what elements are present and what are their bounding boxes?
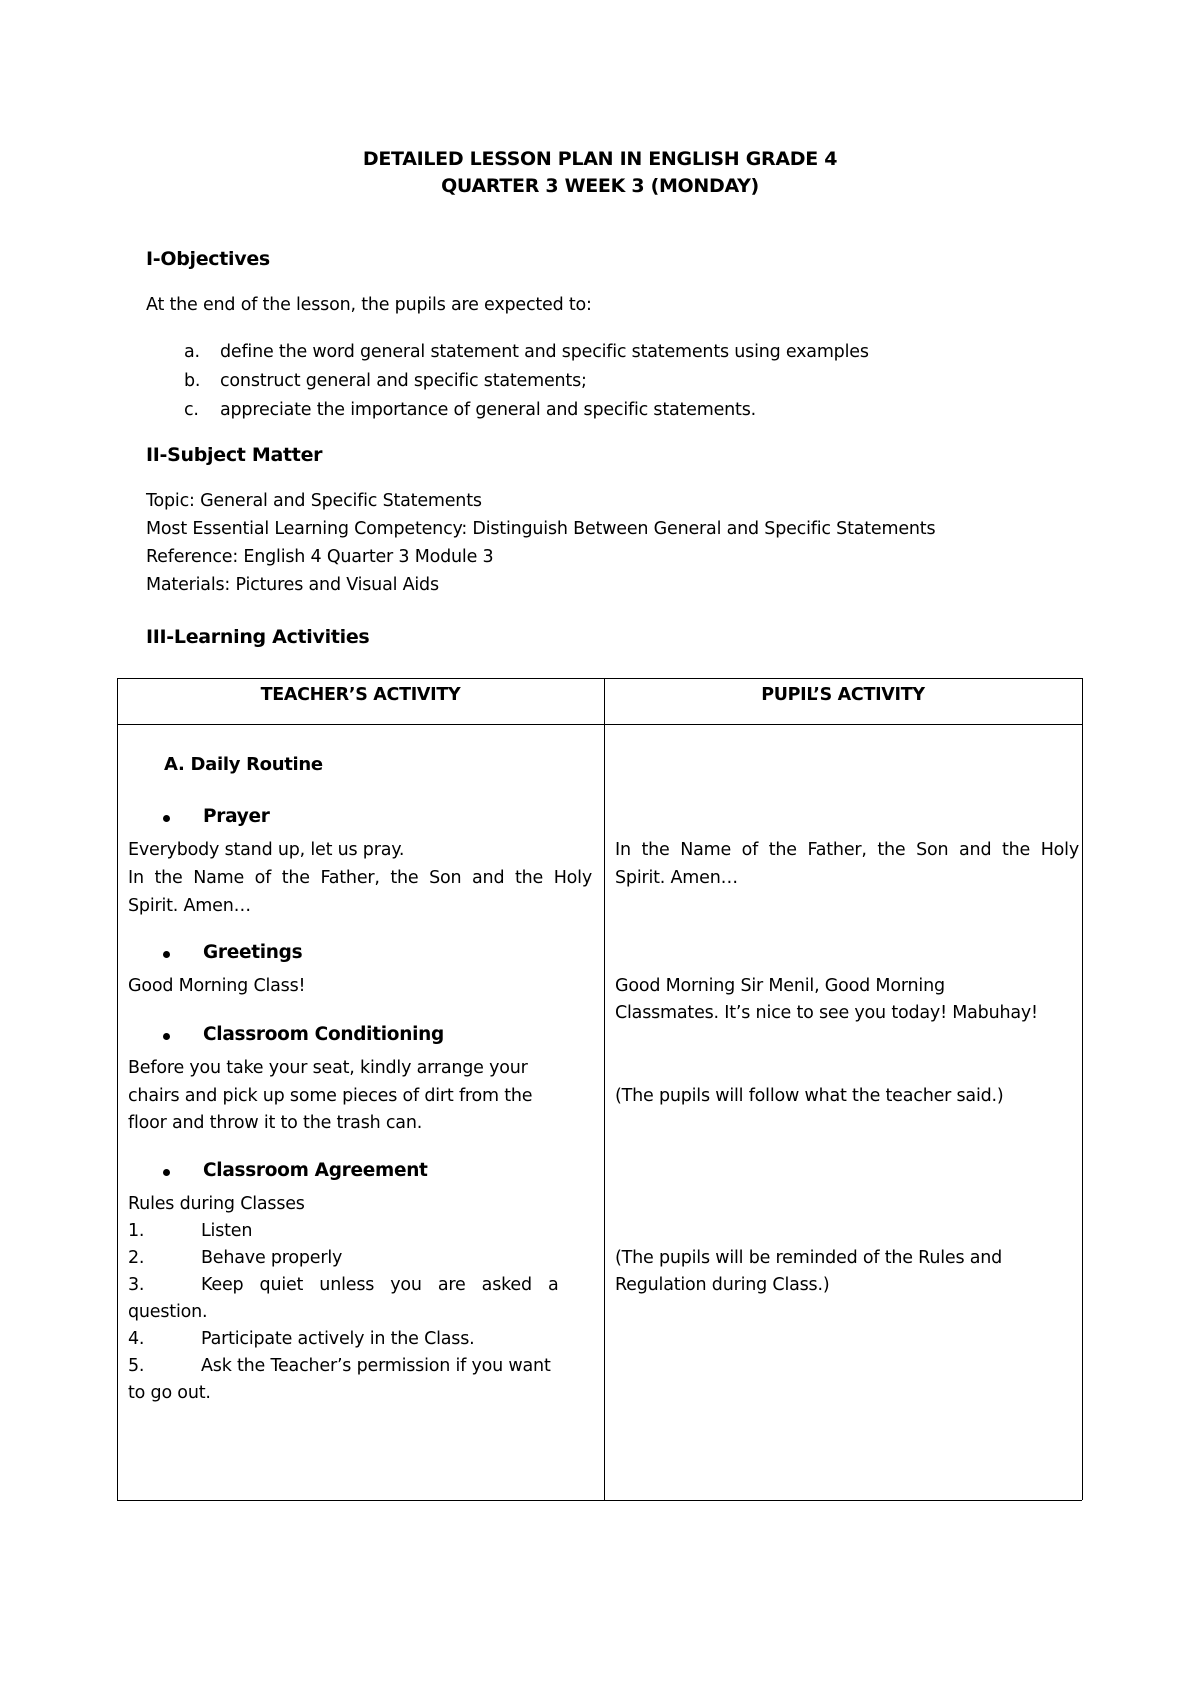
objectives-intro: At the end of the lesson, the pupils are expected to: xyxy=(146,295,592,315)
objective-text: define the word general statement and specific statements using examples xyxy=(220,342,869,362)
rule-number: 1. xyxy=(128,1221,145,1241)
learning-activities-heading: III-Learning Activities xyxy=(146,626,370,648)
teacher-activity-header: TEACHER’S ACTIVITY xyxy=(260,685,461,705)
rule-text: Ask the Teacher’s permission if you want xyxy=(201,1356,551,1376)
rule-number: 5. xyxy=(128,1356,145,1376)
greetings-teacher-line: Good Morning Class! xyxy=(128,976,306,996)
rule-text: Participate actively in the Class. xyxy=(201,1329,475,1349)
subject-materials: Materials: Pictures and Visual Aids xyxy=(146,575,439,595)
prayer-pupil-line: In the Name of the Father, the Son and the Holy xyxy=(615,840,1079,860)
prayer-teacher-line: In the Name of the Father, the Son and the Holy xyxy=(128,868,592,888)
bullet-dot xyxy=(163,1169,170,1176)
rule-item xyxy=(117,1248,604,1272)
rule-item xyxy=(117,1356,604,1380)
bullet-dot xyxy=(163,815,170,822)
document-title-line2: QUARTER 3 WEEK 3 (MONDAY) xyxy=(441,175,759,197)
objective-marker: b. xyxy=(184,371,201,391)
agreement-label: Classroom Agreement xyxy=(203,1160,428,1181)
prayer-pupil-line: Spirit. Amen… xyxy=(615,868,738,888)
agreement-intro: Rules during Classes xyxy=(128,1194,305,1214)
table-header-divider xyxy=(117,724,1082,725)
rule-item xyxy=(117,1221,604,1245)
activities-table xyxy=(117,678,1082,1500)
rule-continuation: to go out. xyxy=(128,1383,211,1403)
conditioning-teacher-line: floor and throw it to the trash can. xyxy=(128,1113,423,1133)
rule-text: Behave properly xyxy=(201,1248,343,1268)
subject-topic: Topic: General and Specific Statements xyxy=(146,491,482,511)
prayer-teacher-line: Spirit. Amen… xyxy=(128,896,251,916)
conditioning-teacher-line: chairs and pick up some pieces of dirt from the xyxy=(128,1086,533,1106)
subject-matter-heading: II-Subject Matter xyxy=(146,444,323,466)
conditioning-label: Classroom Conditioning xyxy=(203,1024,444,1045)
table-column-divider xyxy=(604,678,605,1500)
conditioning-pupil-line: (The pupils will follow what the teacher said.) xyxy=(615,1086,1004,1106)
agreement-pupil-line: (The pupils will be reminded of the Rules and xyxy=(615,1248,1003,1268)
objective-text: construct general and specific statements; xyxy=(220,371,587,391)
rule-number: 4. xyxy=(128,1329,145,1349)
objective-marker: a. xyxy=(184,342,200,362)
greetings-pupil-line: Classmates. It’s nice to see you today! Mabuhay! xyxy=(615,1003,1038,1023)
daily-routine-heading: A. Daily Routine xyxy=(164,754,323,775)
table-border-bottom xyxy=(117,1500,1082,1501)
objective-marker: c. xyxy=(184,400,199,420)
subject-competency: Most Essential Learning Competency: Distinguish Between General and Specific Statements xyxy=(146,519,936,539)
rule-text: Keep quiet unless you are asked a xyxy=(201,1275,559,1295)
rule-item xyxy=(117,1329,604,1353)
prayer-teacher-line: Everybody stand up, let us pray. xyxy=(128,840,405,860)
rule-number: 3. xyxy=(128,1275,145,1295)
pupil-activity-header: PUPIL’S ACTIVITY xyxy=(761,685,925,705)
bullet-dot xyxy=(163,951,170,958)
greetings-pupil-line: Good Morning Sir Menil, Good Morning xyxy=(615,976,945,996)
subject-reference: Reference: English 4 Quarter 3 Module 3 xyxy=(146,547,494,567)
rule-item xyxy=(117,1275,604,1299)
rule-text: Listen xyxy=(201,1221,253,1241)
rule-continuation: question. xyxy=(128,1302,208,1322)
document-title-line1: DETAILED LESSON PLAN IN ENGLISH GRADE 4 xyxy=(362,148,838,170)
bullet-dot xyxy=(163,1033,170,1040)
rule-number: 2. xyxy=(128,1248,145,1268)
prayer-label: Prayer xyxy=(203,806,270,827)
greetings-label: Greetings xyxy=(203,942,303,963)
objectives-heading: I-Objectives xyxy=(146,248,270,270)
agreement-pupil-line: Regulation during Class.) xyxy=(615,1275,830,1295)
conditioning-teacher-line: Before you take your seat, kindly arrange your xyxy=(128,1058,528,1078)
table-border-right xyxy=(1082,678,1083,1500)
objective-text: appreciate the importance of general and specific statements. xyxy=(220,400,756,420)
